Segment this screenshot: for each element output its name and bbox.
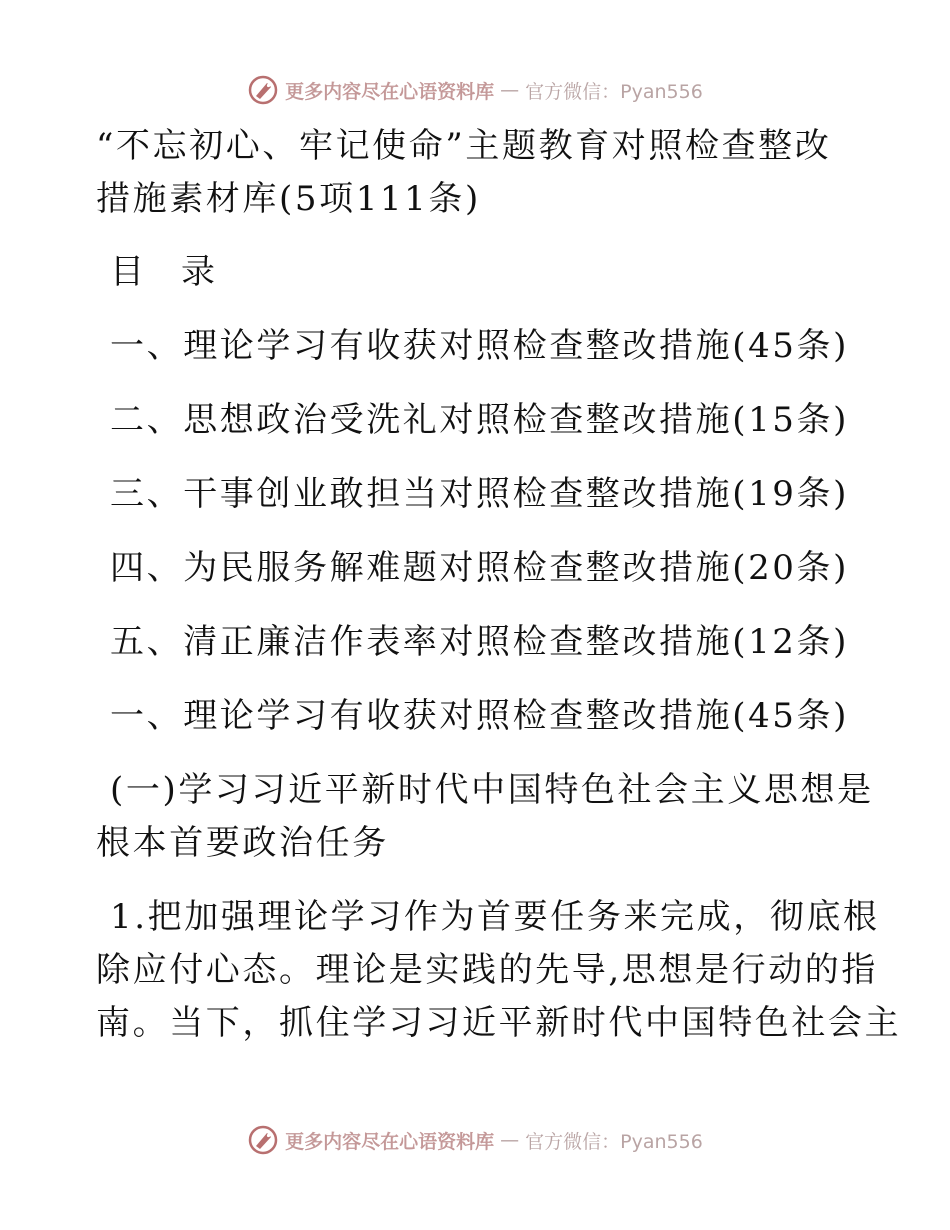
subheading-line-2: 根本首要政治任务	[96, 823, 389, 863]
pen-nib-logo-icon	[247, 74, 279, 106]
pen-nib-logo-icon	[247, 1124, 279, 1156]
watermark-footer	[0, 1120, 950, 1160]
toc-item: 一、理论学习有收获对照检查整改措施(45条)	[110, 326, 849, 366]
subheading	[96, 764, 874, 870]
toc-item: 四、为民服务解难题对照检查整改措施(20条)	[110, 548, 849, 588]
subheading-line-1: (一)学习习近平新时代中国特色社会主义思想是	[110, 770, 874, 810]
watermark-site-text: 更多内容尽在心语资料库	[285, 1130, 495, 1153]
section-heading: 一、理论学习有收获对照检查整改措施(45条)	[110, 696, 849, 736]
body-paragraph	[96, 891, 902, 1050]
watermark-separator: —	[500, 1129, 520, 1151]
document-body	[96, 120, 902, 1050]
paragraph-line: 南。当下，抓住学习习近平新时代中国特色社会主	[96, 1003, 902, 1043]
watermark-wechat-text: 官方微信：Pyan556	[525, 80, 703, 103]
toc-item: 五、清正廉洁作表率对照检查整改措施(12条)	[110, 622, 849, 662]
watermark-header	[0, 70, 950, 110]
toc-heading-char-1: 目	[110, 252, 147, 292]
document-title-line-2: 措施素材库(5项111条)	[96, 179, 481, 219]
watermark-site-text: 更多内容尽在心语资料库	[285, 80, 495, 103]
watermark-wechat-text: 官方微信：Pyan556	[525, 1130, 703, 1153]
toc-item: 三、干事创业敢担当对照检查整改措施(19条)	[110, 474, 849, 514]
document-title-line-1: “不忘初心、牢记使命”主题教育对照检查整改	[96, 126, 832, 166]
toc-item: 二、思想政治受洗礼对照检查整改措施(15条)	[110, 400, 849, 440]
paragraph-line: 除应付心态。理论是实践的先导,思想是行动的指	[96, 950, 879, 990]
paragraph-line: 1.把加强理论学习作为首要任务来完成，彻底根	[110, 897, 880, 937]
watermark-separator: —	[500, 79, 520, 101]
toc-heading-char-2: 录	[181, 252, 218, 292]
toc-heading	[96, 246, 836, 299]
